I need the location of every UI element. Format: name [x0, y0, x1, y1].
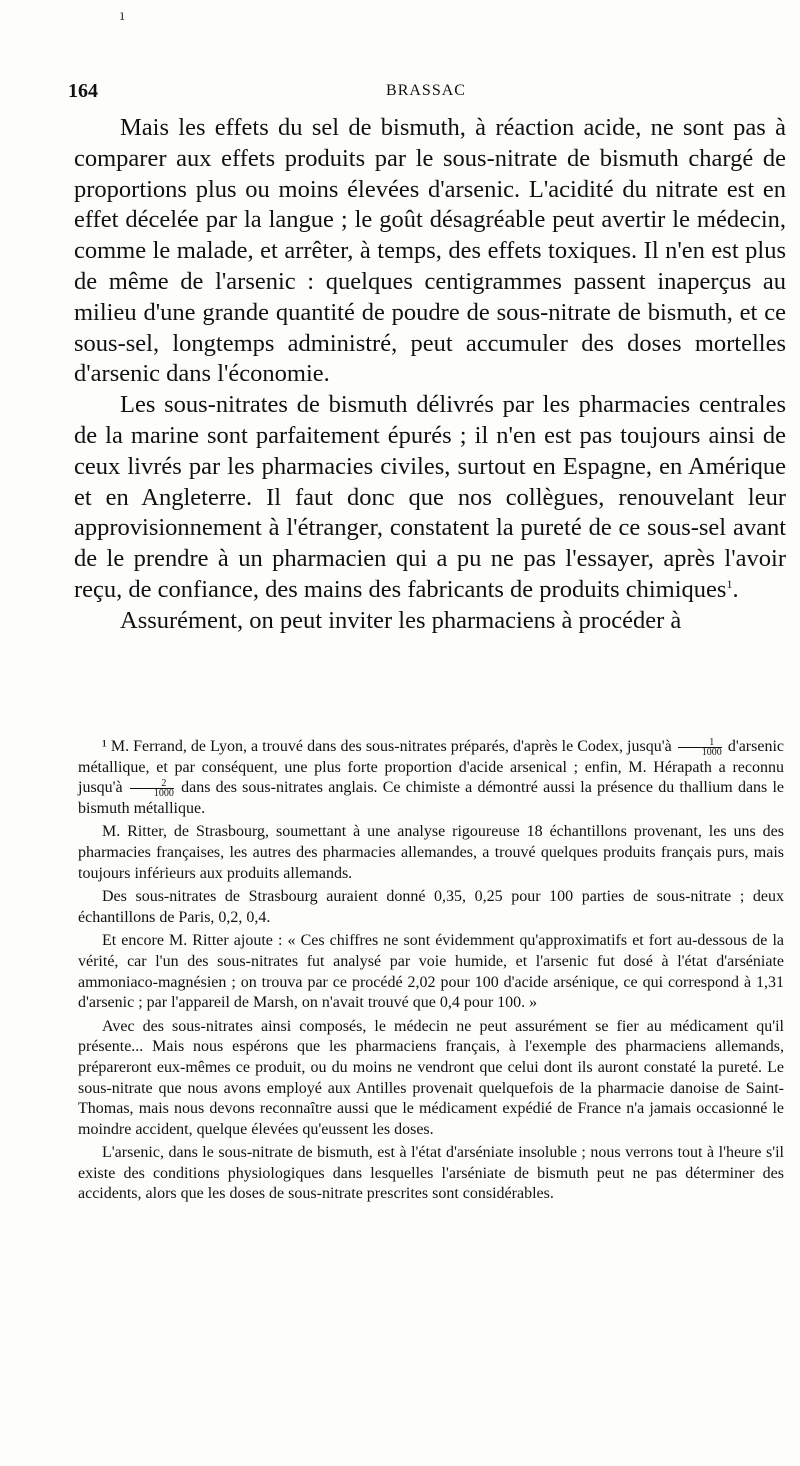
footnotes	[78, 737, 784, 1205]
footnote-1-part-c: dans des sous-nitrates anglais. Ce chimiste a démontré aussi la présence du thallium dans le bismuth métallique.	[78, 779, 785, 817]
footnote-paragraph-medecin: Avec des sous-nitrates ainsi composés, le médecin ne peut assurément se fier au médicament qu'il présente... Mais nous espérons que les pharmaciens français, à l'exemple des pharmaciens allemands, prépareront eux-mêmes ce produit, ou du moins ne vendront que celui dont ils auront constaté la pureté. Le sous-nitrate que nous avons employé aux Antilles provenait quelquefois de la pharmacie danoise de Saint-Thomas, mais nous devons reconnaître aussi que le médicament expédié de France n'a jamais occasionné le moindre accident, quelque élevées qu'eussent les doses.	[78, 1017, 784, 1138]
paragraph-1: Mais les effets du sel de bismuth, à réaction acide, ne sont pas à comparer aux effets produits par le sous-nitrate de bismuth chargé de proportions plus ou moins élevées d'arsenic. L'acidité du nitrate est en effet décelée par la langue ; le goût désagréable peut avertir le médecin, comme le malade, et arrêter, à temps, des effets toxiques. Il n'en est plus de même de l'arsenic : quelques centigrammes passent inaperçus au milieu d'une grande quantité de poudre de sous-nitrate de bismuth, et ce sous-sel, longtemps administré, peut accumuler des doses mortelles d'arsenic dans l'économie.	[74, 114, 786, 388]
page-number: 164	[68, 80, 98, 102]
fraction-2-numerator: 2	[130, 779, 174, 789]
paragraph-2-end: .	[732, 575, 739, 603]
footnote-paragraph-arseniate: L'arsenic, dans le sous-nitrate de bismuth, est à l'état d'arséniate insoluble ; nous verrons tout à l'heure s'il existe des conditions physiologiques dans lesquelles l'arséniate de bismuth peut ne pas déterminer des accidents, alors que les doses de sous-nitrate prescrites sont considérables.	[78, 1144, 784, 1203]
footnote-paragraph-strasbourg: Des sous-nitrates de Strasbourg auraient donné 0,35, 0,25 pour 100 parties de sous-nitrate ; deux échantillons de Paris, 0,2, 0,4.	[78, 888, 784, 926]
fraction-1-denominator: 1000	[701, 746, 722, 758]
footnote-reference: 1	[726, 576, 733, 591]
footnote-1-part-a: M. Ferrand, de Lyon, a trouvé dans des sous-nitrates préparés, d'après le Codex, jusqu'à	[110, 738, 672, 755]
paragraph-2-text: Les sous-nitrates de bismuth délivrés par les pharmacies centrales de la marine sont parfaitement épurés ; il n'en est pas toujours ainsi de ceux livrés par les pharmacies civiles, surtout en Espagne, en Amérique et en Angleterre. Il faut donc que nos collègues, renouvelant leur approvisionnement à l'étranger, constatent la pureté de ce sous-sel avant de le prendre à un pharmacien qui a pu ne pas l'essayer, après l'avoir reçu, de confiance, des mains des fabricants de produits chimiques	[74, 391, 786, 603]
fraction-one-thousandth	[678, 738, 722, 757]
footnote-1-part-b: d'arsenic métallique, et par conséquent, une plus forte proportion d'acide arsenical ; enfin, M. Hérapath a reconnu jusqu'à	[78, 738, 784, 797]
page-header	[68, 80, 784, 104]
paragraph-2	[74, 390, 786, 606]
top-mark: ı	[120, 8, 125, 24]
footnote-paragraph-ritter: M. Ritter, de Strasbourg, soumettant à une analyse rigoureuse 18 échantillons provenant, les uns des pharmacies françaises, les autres des pharmacies allemandes, a trouvé quelques produits français purs, mais toujours inférieurs aux produits allemands.	[78, 823, 784, 882]
footnote-1	[78, 737, 784, 819]
footnote-1-marker: ¹	[102, 738, 107, 755]
main-text	[74, 113, 786, 637]
running-head: BRASSAC	[386, 82, 466, 99]
fraction-two-thousandths	[130, 779, 174, 798]
footnote-paragraph-quote: Et encore M. Ritter ajoute : « Ces chiffres ne sont évidemment qu'approximatifs et fort au-dessous de la vérité, car l'un des sous-nitrates fut analysé par voie humide, et l'arsenic fut dosé à l'état d'arséniate ammoniaco-magnésien ; on trouva par ce procédé 2,02 pour 100 d'acide arsénique, ce qui correspond à 1,31 d'arsenic ; par l'appareil de Marsh, on n'avait trouvé que 0,4 pour 100. »	[78, 932, 784, 1012]
fraction-2-denominator: 1000	[153, 788, 174, 800]
paragraph-3: Assurément, on peut inviter les pharmaciens à procéder à	[120, 606, 682, 634]
fraction-1-numerator: 1	[678, 738, 722, 748]
